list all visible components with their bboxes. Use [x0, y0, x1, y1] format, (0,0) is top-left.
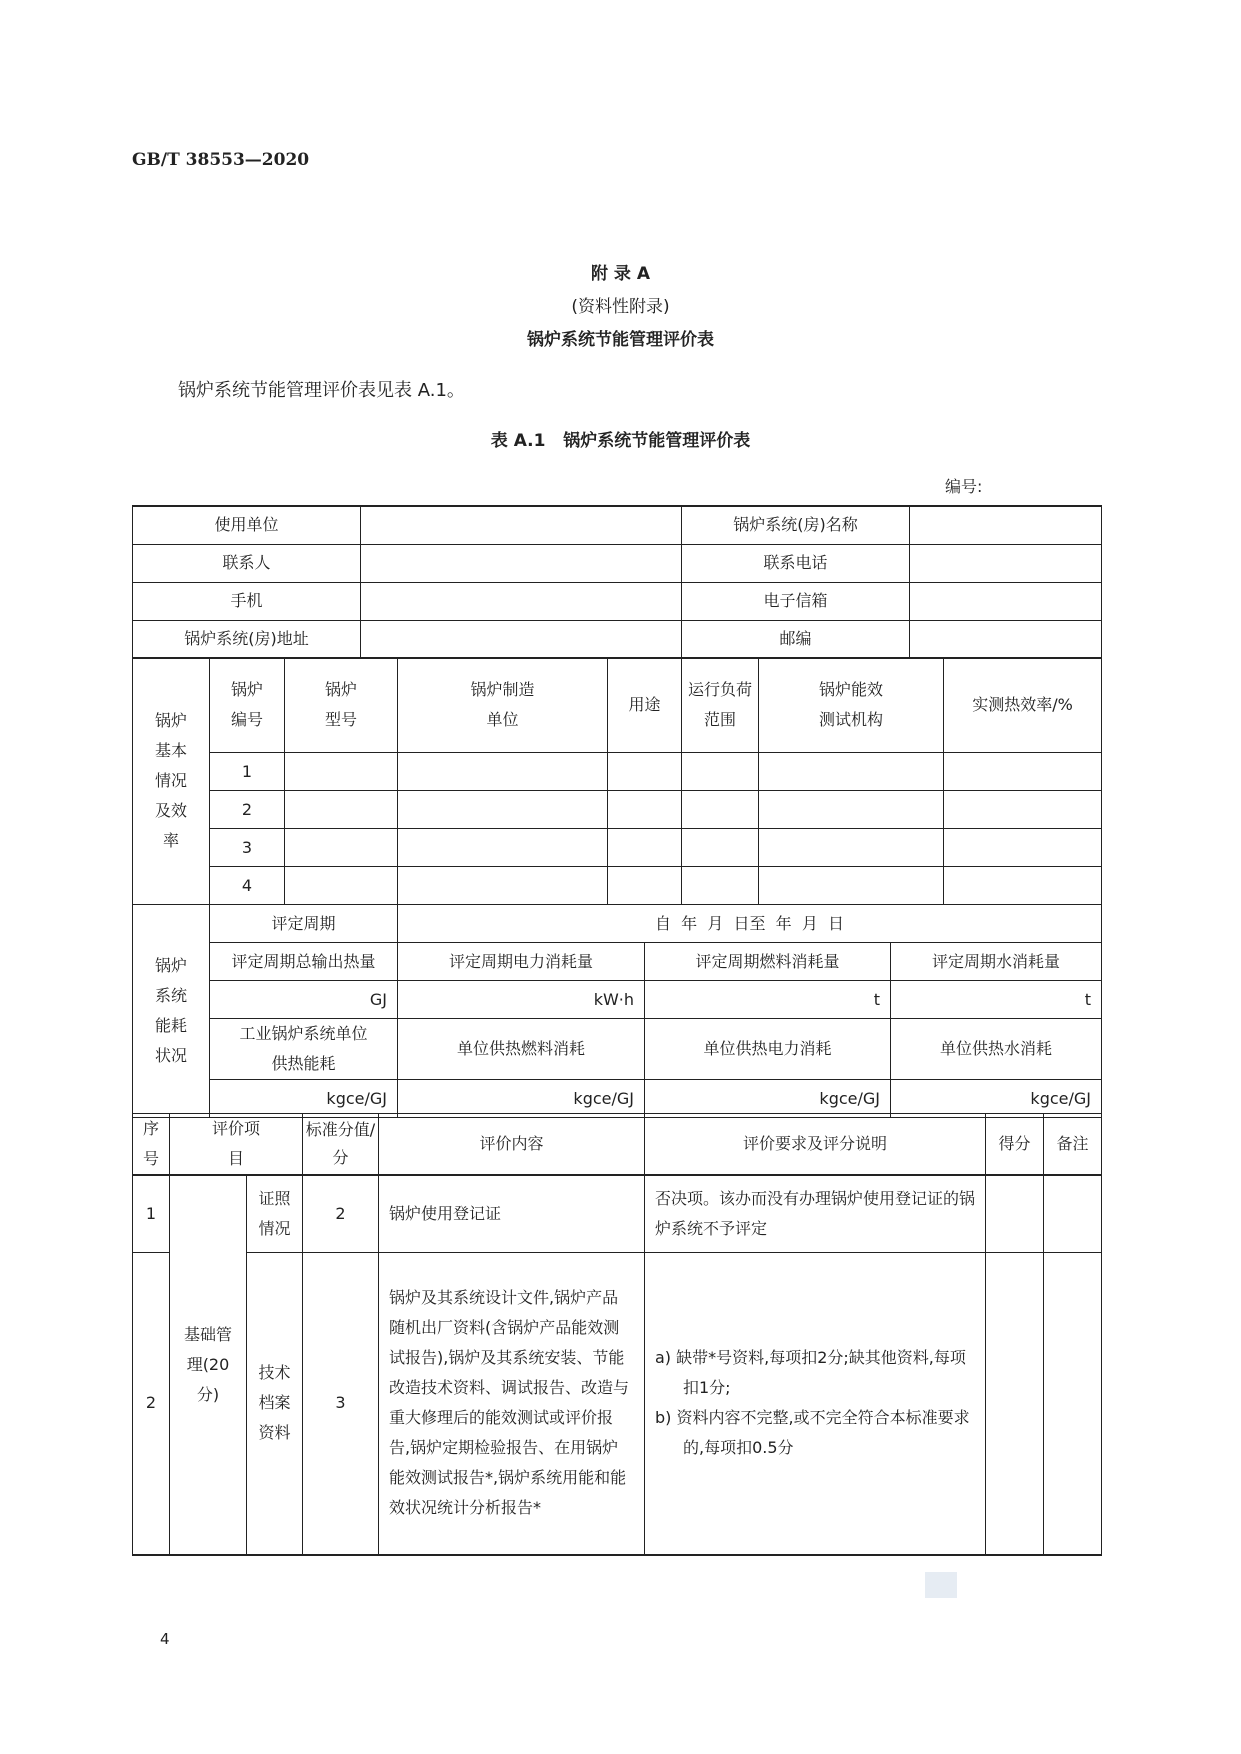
page-number: 4: [160, 1630, 170, 1648]
score-cell[interactable]: [986, 1252, 1044, 1555]
cell[interactable]: [759, 753, 944, 791]
cell[interactable]: [398, 867, 608, 905]
cell[interactable]: [608, 753, 682, 791]
standard-score: 3: [303, 1252, 379, 1555]
value-cell[interactable]: [361, 544, 682, 582]
col-header: 评定周期电力消耗量: [398, 943, 645, 981]
item-label: 技术档案资料: [247, 1252, 303, 1555]
unit-cell[interactable]: kgce/GJ: [891, 1080, 1102, 1118]
unit-cell[interactable]: kgce/GJ: [398, 1080, 645, 1118]
col-header: 工业锅炉系统单位供热能耗: [210, 1019, 398, 1080]
requirement: 否决项。该办而没有办理锅炉使用登记证的锅炉系统不予评定: [645, 1175, 986, 1252]
cell[interactable]: [682, 791, 759, 829]
cell[interactable]: [608, 829, 682, 867]
label: 邮编: [682, 620, 910, 658]
remark-cell[interactable]: [1044, 1252, 1102, 1555]
cell[interactable]: [944, 791, 1102, 829]
value-cell[interactable]: [910, 582, 1102, 620]
requirement-a: a) 缺带*号资料,每项扣2分;缺其他资料,每项扣1分;: [655, 1348, 966, 1398]
requirement-b: b) 资料内容不完整,或不完全符合本标准要求的,每项扣0.5分: [655, 1408, 970, 1458]
label: 联系电话: [682, 544, 910, 582]
col-header: 得分: [986, 1114, 1044, 1176]
label: 联系人: [133, 544, 361, 582]
cell[interactable]: [944, 867, 1102, 905]
col-header: 运行负荷范围: [682, 658, 759, 753]
consumption-table: [132, 904, 1102, 1118]
content: 锅炉使用登记证: [379, 1175, 645, 1252]
value-cell[interactable]: [361, 582, 682, 620]
col-header: 锅炉制造单位: [398, 658, 608, 753]
row-number: 2: [133, 1252, 170, 1555]
unit-cell[interactable]: t: [645, 981, 891, 1019]
basic-table: [132, 657, 1102, 905]
period-value: 自 年 月 日至 年 月 日: [398, 905, 1102, 943]
cell[interactable]: [682, 829, 759, 867]
col-header: 评定周期水消耗量: [891, 943, 1102, 981]
cell[interactable]: [398, 791, 608, 829]
unit-cell[interactable]: t: [891, 981, 1102, 1019]
cell[interactable]: [944, 753, 1102, 791]
unit-cell[interactable]: kgce/GJ: [210, 1080, 398, 1118]
sac-watermark: [925, 1572, 957, 1598]
appendix-title: 附 录 A: [591, 264, 650, 284]
appendix-name: 锅炉系统节能管理评价表: [527, 330, 714, 350]
standard-number: GB/T 38553—2020: [132, 150, 310, 170]
row-number: 3: [210, 829, 285, 867]
col-header: 评价内容: [379, 1114, 645, 1176]
info-table: [132, 505, 1102, 659]
label: 评定周期: [210, 905, 398, 943]
content: 锅炉及其系统设计文件,锅炉产品随机出厂资料(含锅炉产品能效测试报告),锅炉及其系统安装、节能改造技术资料、调试报告、改造与重大修理后的能效测试或评价报告,锅炉定期检验报告、在用锅炉能效测试报告*,锅炉系统用能和能效状况统计分析报告*: [379, 1252, 645, 1555]
score-cell[interactable]: [986, 1175, 1044, 1252]
col-header: 备注: [1044, 1114, 1102, 1176]
item-label: 证照情况: [247, 1175, 303, 1252]
unit-cell[interactable]: kgce/GJ: [645, 1080, 891, 1118]
cell[interactable]: [285, 829, 398, 867]
cell[interactable]: [285, 791, 398, 829]
value-cell[interactable]: [910, 506, 1102, 544]
section-label: 锅炉基本情况及效率: [133, 658, 210, 905]
cell[interactable]: [759, 829, 944, 867]
label: 锅炉系统(房)地址: [133, 620, 361, 658]
col-header: 评价项目: [170, 1114, 303, 1176]
unit-cell[interactable]: GJ: [210, 981, 398, 1019]
value-cell[interactable]: [361, 506, 682, 544]
label: 锅炉系统(房)名称: [682, 506, 910, 544]
col-header: 序号: [133, 1114, 170, 1176]
cell[interactable]: [682, 867, 759, 905]
cell[interactable]: [759, 867, 944, 905]
col-header: 用途: [608, 658, 682, 753]
cell[interactable]: [759, 791, 944, 829]
cell[interactable]: [608, 791, 682, 829]
label: 使用单位: [133, 506, 361, 544]
col-header: 单位供热电力消耗: [645, 1019, 891, 1080]
table-title: 表 A.1 锅炉系统节能管理评价表: [490, 431, 751, 451]
cell[interactable]: [944, 829, 1102, 867]
row-number: 2: [210, 791, 285, 829]
cell[interactable]: [398, 753, 608, 791]
label: 电子信箱: [682, 582, 910, 620]
intro-text: 锅炉系统节能管理评价表见表 A.1。: [178, 380, 465, 401]
col-header: 单位供热燃料消耗: [398, 1019, 645, 1080]
number-label: 编号:: [945, 477, 983, 496]
col-header: 锅炉编号: [210, 658, 285, 753]
col-header: 实测热效率/%: [944, 658, 1102, 753]
col-header: 锅炉型号: [285, 658, 398, 753]
cell[interactable]: [285, 753, 398, 791]
requirement: [645, 1252, 986, 1555]
label: 手机: [133, 582, 361, 620]
evaluation-table: [132, 1113, 1102, 1556]
row-number: 1: [133, 1175, 170, 1252]
col-header: 标准分值/分: [303, 1114, 379, 1176]
value-cell[interactable]: [910, 620, 1102, 658]
cell[interactable]: [398, 829, 608, 867]
group-label: 基础管理(20分): [170, 1175, 247, 1555]
row-number: 1: [210, 753, 285, 791]
section-label: 锅炉系统能耗状况: [133, 905, 210, 1118]
value-cell[interactable]: [910, 544, 1102, 582]
col-header: 评价要求及评分说明: [645, 1114, 986, 1176]
row-number: 4: [210, 867, 285, 905]
appendix-type: (资料性附录): [571, 297, 670, 317]
value-cell[interactable]: [361, 620, 682, 658]
remark-cell[interactable]: [1044, 1175, 1102, 1252]
col-header: 评定周期总输出热量: [210, 943, 398, 981]
cell[interactable]: [608, 867, 682, 905]
unit-cell[interactable]: kW·h: [398, 981, 645, 1019]
col-header: 评定周期燃料消耗量: [645, 943, 891, 981]
standard-score: 2: [303, 1175, 379, 1252]
cell[interactable]: [682, 753, 759, 791]
cell[interactable]: [285, 867, 398, 905]
col-header: 单位供热水消耗: [891, 1019, 1102, 1080]
col-header: 锅炉能效测试机构: [759, 658, 944, 753]
